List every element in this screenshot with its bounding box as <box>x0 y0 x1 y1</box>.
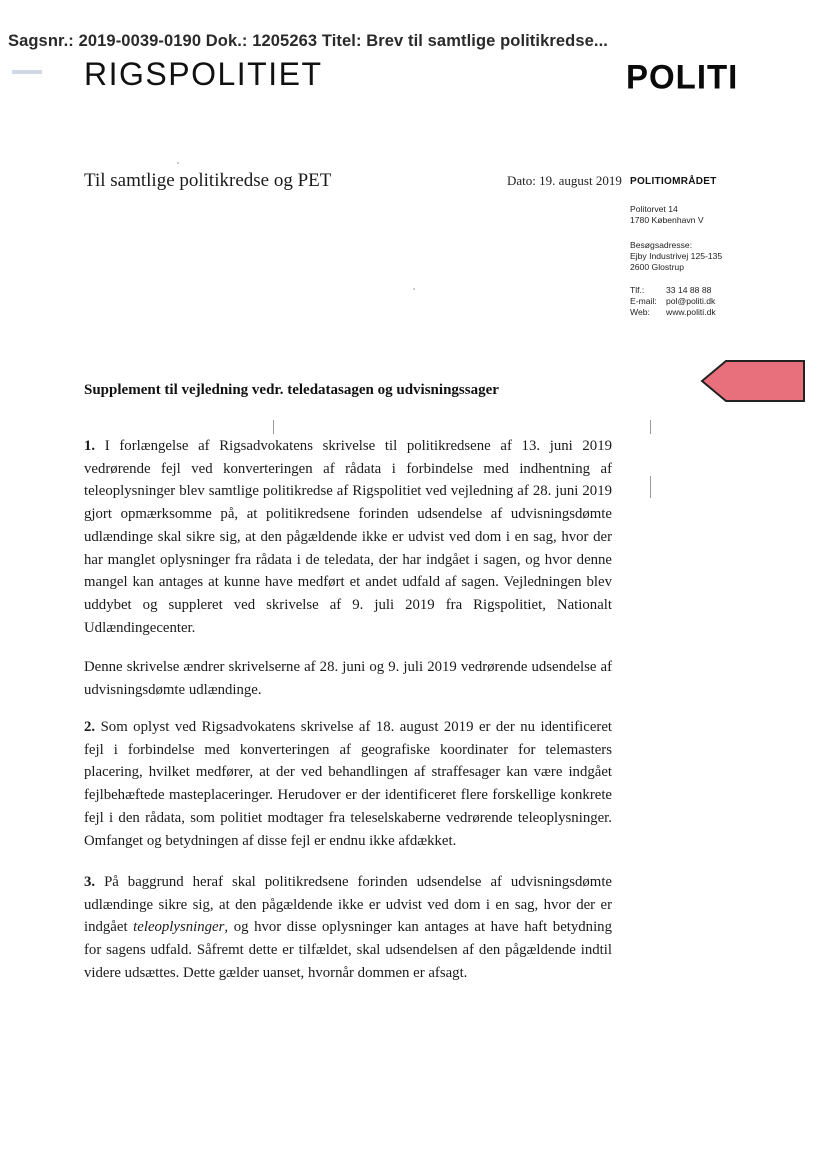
phone-label: Tlf.: <box>630 285 645 295</box>
paragraph-1 <box>84 435 612 639</box>
web-value: www.politi.dk <box>666 307 716 317</box>
web-label: Web: <box>630 307 650 317</box>
scan-line <box>273 420 274 434</box>
paragraph-number: 3. <box>84 874 96 890</box>
sender-area-title: POLITIOMRÅDET <box>630 176 717 187</box>
contact-row-phone <box>630 285 716 296</box>
scan-speck <box>413 288 415 290</box>
address-line: 1780 København V <box>630 215 704 225</box>
visit-address-line: Ejby Industrivej 125-135 <box>630 251 723 261</box>
paragraph-text: Denne skrivelse ændrer skrivelserne af 28. juni og 9. juli 2019 vedrørende udsendelse af udvisningsdømte udlændinge. <box>84 659 612 698</box>
visit-address-line: 2600 Glostrup <box>630 262 684 272</box>
sender-address <box>630 204 704 226</box>
phone-value: 33 14 88 88 <box>666 285 712 295</box>
paragraph-number: 1. <box>84 438 96 454</box>
paragraph-text: , og hvor disse oplysninger kan antages at have haft betydning for sagens udfald. Såfremt dette er tilfældet, skal udsendelsen af den pågældende indtil videre udsættes. Dette gælder uanset, hvornår dommen er afsagt. <box>84 919 612 981</box>
email-label: E-mail: <box>630 296 657 306</box>
scan-line <box>650 420 651 434</box>
scan-mark <box>12 70 42 74</box>
paragraph-note <box>84 656 612 701</box>
emphasized-text: teleoplysninger <box>133 919 225 936</box>
paragraph-text: På baggrund heraf skal politikredsene forinden udsendelse af udvisningsdømte udlændinge sikre sig, at den pågældende ikke er udvist ved dom i en sag, hvor der er indgået <box>84 874 612 936</box>
visit-address <box>630 240 722 273</box>
arrow-flag-icon <box>700 358 806 404</box>
paragraph-3 <box>84 871 612 985</box>
recipient-line: Til samtlige politikredse og PET <box>84 170 332 191</box>
paragraph-2 <box>84 716 612 852</box>
organization-name: RIGSPOLITIET <box>84 56 323 92</box>
case-stamp: Sagsnr.: 2019-0039-0190 Dok.: 1205263 Titel: Brev til samtlige politikredse... <box>8 32 608 50</box>
paragraph-text: I forlængelse af Rigsadvokatens skrivelse til politikredsene af 13. juni 2019 vedrørende fejl ved konverteringen af rådata i forbindelse med indhentning af teleoplysninger blev samtlige politikredse af Rigspolitiet ved vejledning af 28. juni 2019 gjort opmærksomme på, at politikredsene forinden udsendelse af udvisningsdømte udlændinge skal sikre sig, at den pågældende ikke er udvist ved dom i en sag, hvor der har manglet oplysninger fra rådata i de teledata, der har indgået i sagen, og hvor denne mangel kan antages at kunne have medført et andet udfald af sagen. Vejledningen blev uddybet og suppleret ved skrivelse af 9. juli 2019 fra Rigspolitiet, Nationalt Udlændingecenter. <box>84 438 612 636</box>
politi-logo: POLITI <box>626 57 739 96</box>
address-line: Politorvet 14 <box>630 204 678 214</box>
visit-address-label: Besøgsadresse: <box>630 240 693 250</box>
scan-line <box>650 476 651 498</box>
contact-row-web <box>630 307 716 318</box>
scan-speck <box>177 162 179 164</box>
paragraph-text: Som oplyst ved Rigsadvokatens skrivelse af 18. august 2019 er der nu identificeret fejl i forbindelse med konverteringen af geografiske koordinater for telemasters placering, hvilket medfører, at der ved behandlingen af straffesager kan være indgået fejlbehæftede masteplaceringer. Herudover er der identificeret flere forskellige konkrete fejl i den rådata, som politiet modtager fra teleselskaberne vedrørende teleoplysninger. Omfanget og betydningen af disse fejl er endnu ikke afdækket. <box>84 719 612 849</box>
contact-info <box>630 285 716 318</box>
letter-date: Dato: 19. august 2019 <box>507 173 622 188</box>
letter-subject: Supplement til vejledning vedr. teledatasagen og udvisningssager <box>84 382 499 398</box>
contact-row-email <box>630 296 716 307</box>
paragraph-number: 2. <box>84 719 96 735</box>
email-value: pol@politi.dk <box>666 296 716 306</box>
